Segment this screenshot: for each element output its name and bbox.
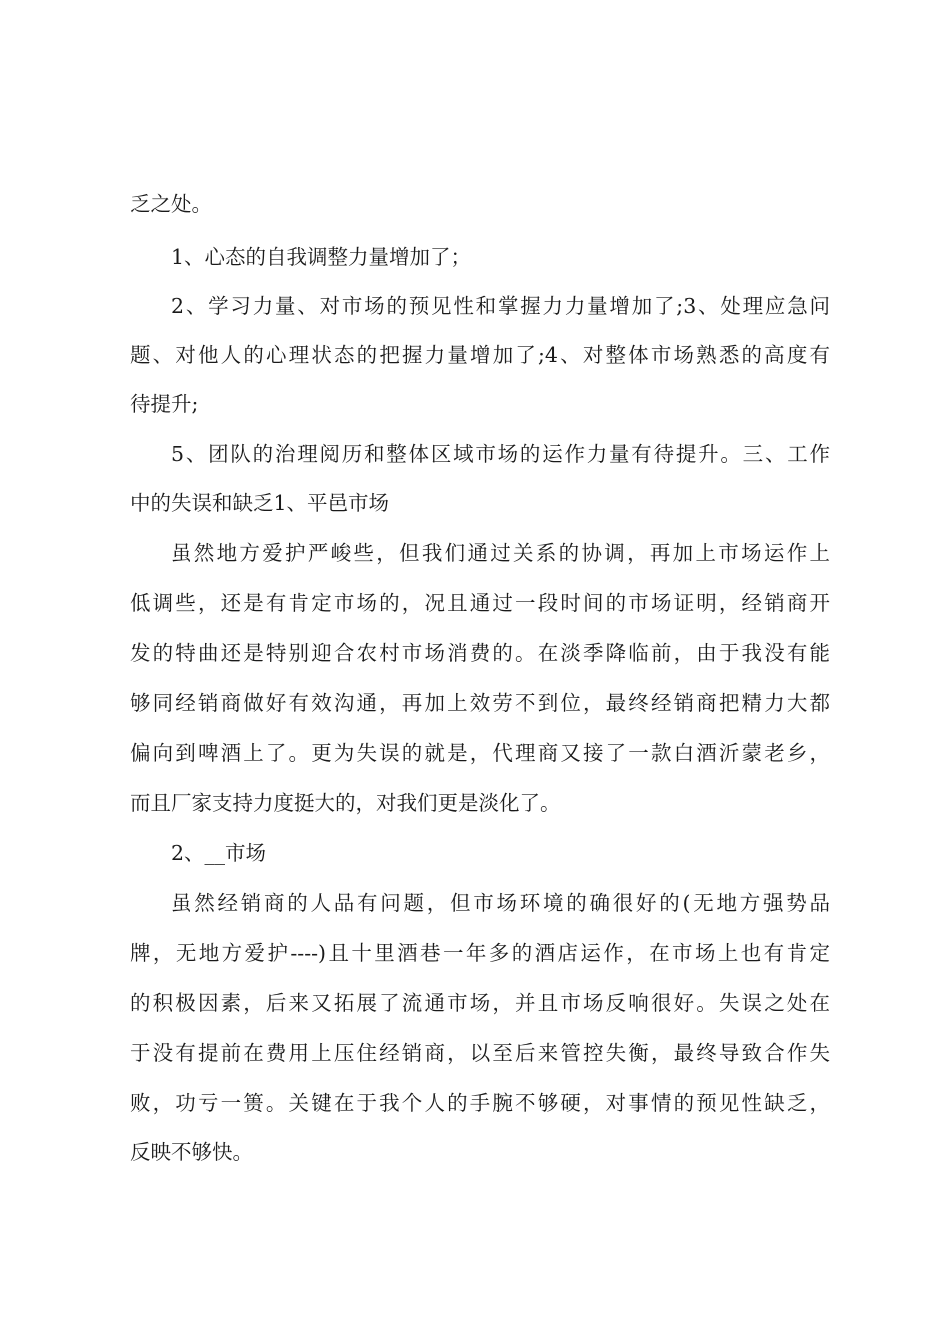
paragraph-line: 的积极因素，后来又拓展了流通市场，并且市场反响很好。失误之处在 <box>130 991 830 1015</box>
paragraph-line: 低调些，还是有肯定市场的，况且通过一段时间的市场证明，经销商开 <box>130 591 830 615</box>
paragraph-line: 牌，无地方爱护----)且十里酒巷一年多的酒店运作，在市场上也有肯定 <box>130 941 830 965</box>
paragraph-line: 题、对他人的心理状态的把握力量增加了;4、对整体市场熟悉的高度有 <box>130 343 830 367</box>
paragraph-line: 反映不够快。 <box>130 1140 253 1164</box>
paragraph-line: 5、团队的治理阅历和整体区域市场的运作力量有待提升。三、工作 <box>171 442 830 466</box>
paragraph-line: 虽然经销商的人品有问题，但市场环境的确很好的(无地方强势品 <box>171 891 830 915</box>
paragraph-line: 而且厂家支持力度挺大的，对我们更是淡化了。 <box>130 791 561 815</box>
paragraph-line: 2、__市场 <box>171 841 267 865</box>
paragraph-line: 2、学习力量、对市场的预见性和掌握力力量增加了;3、处理应急问 <box>171 294 830 318</box>
paragraph-line: 发的特曲还是特别迎合农村市场消费的。在淡季降临前，由于我没有能 <box>130 641 830 665</box>
paragraph-line: 1、心态的自我调整力量增加了； <box>171 245 472 269</box>
paragraph-line: 待提升; <box>130 392 199 416</box>
paragraph-line: 于没有提前在费用上压住经销商，以至后来管控失衡，最终导致合作失 <box>130 1041 830 1065</box>
paragraph-line: 败，功亏一篑。关键在于我个人的手腕不够硬，对事情的预见性缺乏， <box>130 1091 830 1115</box>
paragraph-line: 偏向到啤酒上了。更为失误的就是，代理商又接了一款白酒沂蒙老乡， <box>130 741 830 765</box>
paragraph-line: 够同经销商做好有效沟通，再加上效劳不到位，最终经销商把精力大都 <box>130 691 830 715</box>
paragraph-line: 虽然地方爱护严峻些，但我们通过关系的协调，再加上市场运作上 <box>171 541 830 565</box>
paragraph-line: 乏之处。 <box>130 192 212 216</box>
paragraph-line: 中的失误和缺乏1、平邑市场 <box>130 491 390 515</box>
